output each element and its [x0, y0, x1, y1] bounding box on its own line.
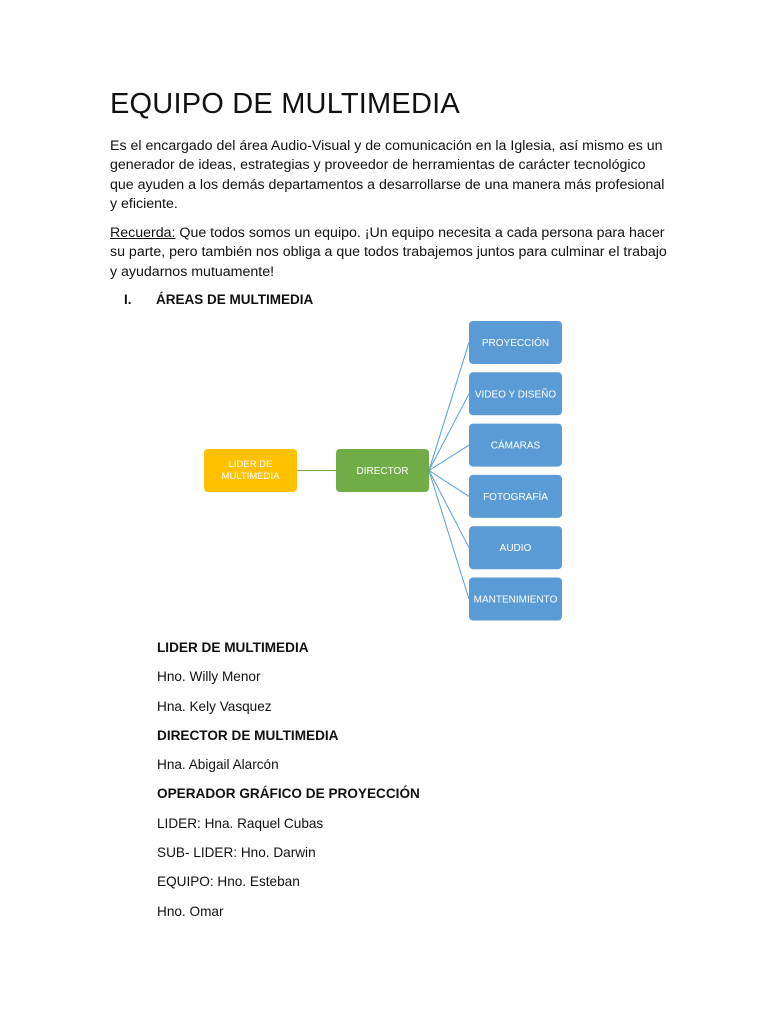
- document-title: EQUIPO DE MULTIMEDIA: [110, 88, 460, 120]
- area-label: CÁMARAS: [490, 440, 541, 452]
- area-nodes: [469, 321, 562, 621]
- leader-node: [204, 449, 297, 492]
- reminder-text: Que todos somos un equipo. ¡Un equipo necesita a cada persona para hacer su parte, pero también nos obliga a que todos trabajemos juntos para culminar el trabajo y ayudarnos mutuamente!: [110, 225, 667, 280]
- director-label: DIRECTOR: [356, 466, 409, 477]
- area-connector: [429, 471, 469, 497]
- area-connector: [429, 471, 469, 600]
- section-title: ÁREAS DE MULTIMEDIA: [156, 292, 314, 307]
- roster-entry: Hna. Kely Vasquez: [157, 698, 272, 714]
- area-node: [469, 372, 562, 415]
- area-node: [469, 526, 562, 569]
- director-node: [336, 449, 429, 492]
- roster-entry: EQUIPO: Hno. Esteban: [157, 874, 300, 890]
- section-heading: [124, 292, 313, 307]
- area-label: FOTOGRAFÍA: [483, 491, 548, 503]
- reminder-label: Recuerda:: [110, 225, 176, 241]
- area-label: AUDIO: [499, 543, 532, 555]
- area-connector: [429, 445, 469, 470]
- area-node: [469, 578, 562, 621]
- area-node: [469, 475, 562, 518]
- area-label: MANTENIMIENTO: [473, 594, 558, 606]
- area-label: PROYECCIÓN: [481, 338, 550, 349]
- roster-heading: DIRECTOR DE MULTIMEDIA: [157, 727, 339, 743]
- area-connector: [429, 343, 469, 471]
- org-diagram: [0, 310, 768, 630]
- roster-entry: SUB- LIDER: Hno. Darwin: [157, 845, 316, 861]
- roster-heading: OPERADOR GRÁFICO DE PROYECCIÓN: [157, 786, 420, 802]
- leader-label-line2: MULTIMEDIA: [221, 471, 280, 482]
- roster-list: [157, 633, 420, 926]
- section-number: I.: [124, 292, 132, 307]
- leader-label-line1: LIDER DE: [228, 459, 273, 470]
- roster-entry: LIDER: Hna. Raquel Cubas: [157, 815, 324, 831]
- roster-entry: Hno. Omar: [157, 903, 224, 919]
- reminder-paragraph: [110, 224, 670, 282]
- roster-entry: Hno. Willy Menor: [157, 669, 261, 685]
- roster-heading: LIDER DE MULTIMEDIA: [157, 640, 309, 655]
- intro-paragraph: Es el encargado del área Audio-Visual y de comunicación en la Iglesia, así mismo es un generador de ideas, estrategias y proveedor de herramientas de carácter tecnológico que ayuden a los demás departamentos a desarrollarse de una manera más profesional y eficiente.: [110, 138, 665, 213]
- roster-entry: Hna. Abigail Alarcón: [157, 757, 279, 773]
- area-node: [469, 424, 562, 467]
- area-node: [469, 321, 562, 364]
- area-label: VIDEO Y DISEÑO: [474, 389, 557, 401]
